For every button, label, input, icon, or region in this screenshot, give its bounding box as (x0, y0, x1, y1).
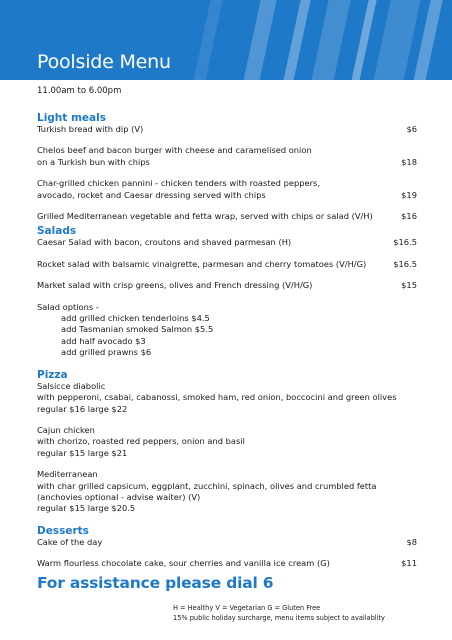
pizza-description: with chorizo, roasted red peppers, onion and basil (37, 436, 245, 447)
section-heading-pizza: Pizza (37, 368, 68, 381)
decorative-stripe (303, 0, 355, 80)
item-price: $8 (406, 536, 417, 547)
salad-option: add grilled prawns $6 (61, 347, 152, 358)
pizza-name: Salsicce diabolic (37, 380, 106, 391)
decorative-stripe (235, 0, 281, 80)
header-banner (0, 0, 452, 80)
page-title: Poolside Menu (37, 51, 171, 73)
dietary-legend: H = Healthy V = Vegetarian G = Gluten Free (173, 604, 321, 612)
pizza-extra: (anchovies optional - advise waiter) (V) (37, 491, 201, 502)
item-description: Warm flourless chocolate cake, sour cherries and vanilla ice cream (G) (37, 558, 330, 569)
decorative-stripe (185, 0, 227, 80)
pizza-item (37, 425, 417, 459)
section-heading-salads: Salads (37, 225, 77, 238)
surcharge-note: 15% public holiday surcharge, menu items subject to availablity (173, 613, 385, 622)
salad-options-title: Salad options - (37, 301, 99, 312)
pizza-name: Cajun chicken (37, 424, 95, 435)
pizza-price: regular $16 large $22 (37, 403, 128, 414)
pizza-description: with char grilled capsicum, eggplant, zucchini, spinach, olives and crumbled fetta (37, 480, 377, 491)
pizza-price: regular $15 large $21 (37, 447, 128, 458)
item-price: $18 (401, 156, 417, 167)
pizza-name: Mediterranean (37, 469, 98, 480)
item-description: avocado, rocket and Caesar dressing served with chips (37, 189, 266, 200)
item-description: Rocket salad with balsamic vinaigrette, parmesan and cherry tomatoes (V/H/G) (37, 258, 367, 269)
pizza-item (37, 381, 417, 415)
item-price: $19 (401, 189, 417, 200)
menu-item (37, 259, 417, 270)
service-hours: 11.00am to 6.00pm (37, 86, 122, 96)
salad-option: add grilled chicken tenderloins $4.5 (61, 313, 210, 324)
section-heading-desserts: Desserts (37, 524, 89, 537)
item-description: Market salad with crisp greens, olives and French dressing (V/H/G) (37, 280, 313, 291)
item-description: Chelos beef and bacon burger with cheese and caramelised onion (37, 145, 312, 156)
assistance-heading: For assistance please dial 6 (37, 574, 274, 592)
item-description: Caesar Salad with bacon, croutons and shaved parmesan (H) (37, 237, 292, 248)
menu-item (37, 178, 417, 201)
footnote (173, 604, 385, 623)
pizza-description: with pepperoni, csabai, cabanossi, smoked ham, red onion, boccocini and green olives (37, 392, 397, 403)
menu-item (37, 211, 417, 222)
salad-option: add Tasmanian smoked Salmon $5.5 (61, 324, 214, 335)
salad-option: add half avocado $3 (61, 335, 146, 346)
item-description: Char-grilled chicken pannini - chicken tenders with roasted peppers, (37, 178, 320, 189)
item-price: $6 (406, 124, 417, 134)
menu-item (37, 124, 417, 135)
menu-item (37, 145, 417, 168)
menu-item (37, 280, 417, 291)
pizza-item (37, 469, 417, 515)
menu-content (37, 112, 417, 570)
menu-item (37, 537, 417, 548)
section-heading-light-meals: Light meals (37, 112, 106, 124)
menu-item (37, 558, 417, 569)
item-price: $16.5 (393, 258, 417, 269)
item-description: on a Turkish bun with chips (37, 156, 150, 167)
item-description: Turkish bread with dip (V) (37, 124, 144, 134)
item-description: Cake of the day (37, 536, 103, 547)
decorative-stripe (275, 0, 315, 80)
item-price: $11 (401, 558, 417, 569)
item-description: Grilled Mediterranean vegetable and fetta wrap, served with chips or salad (V/H) (37, 211, 373, 222)
pizza-price: regular $15 large $20.5 (37, 503, 136, 514)
item-price: $16 (401, 211, 417, 222)
item-price: $16.5 (393, 237, 417, 248)
item-price: $15 (401, 280, 417, 291)
menu-item (37, 237, 417, 248)
